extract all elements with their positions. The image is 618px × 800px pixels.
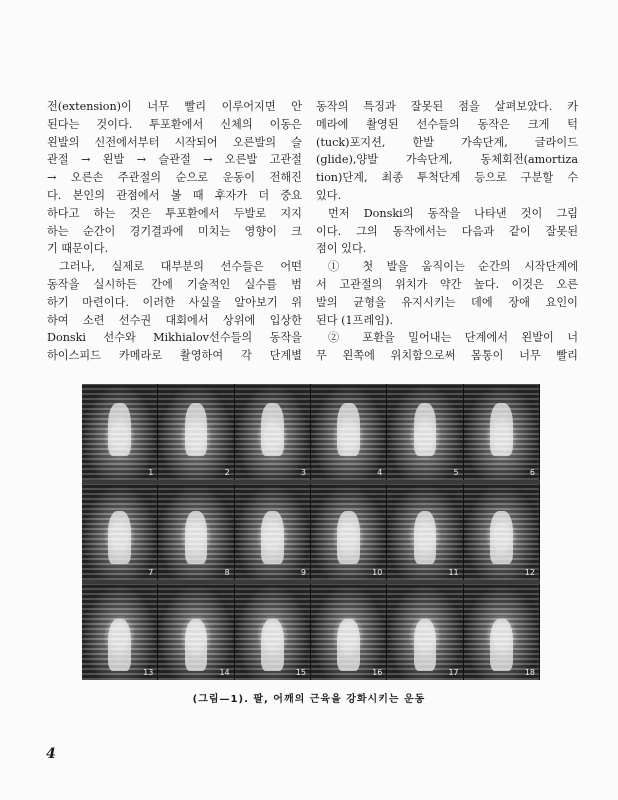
- athlete-figure: [337, 511, 360, 564]
- photo-frame: [82, 384, 158, 480]
- athlete-figure: [185, 403, 208, 456]
- left-text-column: [47, 98, 302, 365]
- text-line: 있다.: [316, 188, 342, 202]
- frame-number: 14: [219, 668, 230, 677]
- photo-frame: [464, 584, 540, 680]
- text-line: 하여 소련 선수권 대회에서 상위에 입상한: [47, 313, 302, 327]
- photo-frame: [311, 484, 387, 580]
- frame-number: 9: [300, 568, 306, 577]
- frame-number: 13: [143, 668, 154, 677]
- athlete-figure: [414, 619, 437, 672]
- frame-number: 15: [295, 668, 306, 677]
- frame-number: 10: [372, 568, 383, 577]
- photo-frame: [82, 484, 158, 580]
- photo-frame: [387, 384, 463, 480]
- frame-number: 8: [224, 568, 230, 577]
- text-line: 무 왼쪽에 위치함으로써 몸통이 너무 빨리: [316, 349, 578, 363]
- athlete-figure: [414, 403, 437, 456]
- photo-frame: [387, 584, 463, 680]
- figure-photo-sequence: [82, 384, 540, 680]
- text-line: 전(extension)이 너무 빨리 이루어지면 안: [47, 100, 302, 113]
- text-line: → 오른손 주관절의 순으로 운동이 전해진: [47, 171, 302, 185]
- athlete-figure: [414, 511, 437, 564]
- athlete-figure: [337, 403, 360, 456]
- photo-frame: [311, 584, 387, 680]
- athlete-figure: [261, 511, 284, 564]
- photo-frame: [464, 484, 540, 580]
- athlete-figure: [261, 619, 284, 672]
- photo-frame: [235, 584, 311, 680]
- photo-frame: [235, 484, 311, 580]
- text-line: 서 고관절의 위치가 약간 높다. 이것은 오른: [316, 277, 578, 291]
- figure-caption: (그림—1). 팔, 어깨의 근육을 강화시키는 운동: [192, 694, 426, 705]
- text-line: (tuck)포지션, 한발 가속단계, 글라이드: [316, 135, 578, 149]
- photo-row-3: [82, 584, 540, 680]
- photo-frame: [158, 584, 234, 680]
- athlete-figure: [185, 511, 208, 564]
- text-line: 기 때문이다.: [47, 242, 109, 256]
- text-line: 이다. 그의 동작에서는 다음과 같이 잘못된: [316, 224, 578, 238]
- frame-number: 7: [148, 568, 154, 577]
- athlete-figure: [490, 403, 513, 456]
- text-line: 동작의 특징과 잘못된 점을 살펴보았다. 카: [316, 100, 578, 113]
- athlete-figure: [108, 403, 131, 456]
- athlete-figure: [108, 511, 131, 564]
- frame-number: 2: [224, 468, 230, 477]
- frame-number: 11: [448, 568, 459, 577]
- photo-frame: [311, 384, 387, 480]
- text-line: 다. 본인의 관점에서 볼 때 후자가 더 중요: [47, 188, 302, 202]
- photo-frame: [464, 384, 540, 480]
- text-line: ① 첫 발을 움직이는 순간의 시작단계에: [328, 260, 578, 274]
- photo-row-2: [82, 484, 540, 580]
- athlete-figure: [490, 511, 513, 564]
- text-line: 된다 (1프레임).: [316, 313, 393, 327]
- page-number: 4: [46, 746, 56, 762]
- athlete-figure: [490, 619, 513, 672]
- text-line: ② 포환을 밀어내는 단계에서 왼발이 너: [328, 331, 578, 345]
- photo-frame: [158, 484, 234, 580]
- athlete-figure: [337, 619, 360, 672]
- text-line: tion)단계, 최종 투척단계 등으로 구분할 수: [316, 171, 578, 185]
- frame-number: 16: [372, 668, 383, 677]
- text-line: 하이스피드 카메라로 촬영하여 각 단계별: [47, 349, 302, 363]
- text-line: 하는 순간이 경기결과에 미치는 영향이 크: [47, 224, 302, 238]
- text-line: (glide),양발 가속단계, 동체회전(amortiza: [316, 153, 578, 167]
- frame-number: 18: [524, 668, 535, 677]
- photo-frame: [158, 384, 234, 480]
- text-line: 발의 균형을 유지시키는 데에 장애 요인이: [316, 295, 578, 309]
- text-line: 점이 있다.: [316, 242, 367, 256]
- text-line: 하기 마련이다. 이러한 사실을 알아보기 위: [47, 295, 302, 309]
- photo-frame: [387, 484, 463, 580]
- text-line: 왼발의 신전에서부터 시작되어 오른발의 슬: [47, 135, 302, 149]
- text-line: 관절 → 왼발 → 슬관절 → 오른발 고관절: [47, 153, 302, 167]
- photo-frame: [82, 584, 158, 680]
- frame-number: 6: [529, 468, 535, 477]
- athlete-figure: [185, 619, 208, 672]
- photo-row-1: [82, 384, 540, 480]
- photo-frame: [235, 384, 311, 480]
- text-line: 된다는 것이다. 투포환에서 신체의 이동은: [47, 117, 302, 131]
- text-line: 그러나, 실제로 대부분의 선수들은 어떤: [59, 260, 302, 274]
- text-line: Donski 선수와 Mikhialov선수들의 동작을: [47, 331, 302, 345]
- athlete-figure: [108, 619, 131, 672]
- text-line: 먼저 Donski의 동작을 나타낸 것이 그림: [328, 206, 578, 220]
- frame-number: 17: [448, 668, 459, 677]
- text-line: 동작을 실시하든 간에 기술적인 실수를 범: [47, 277, 302, 291]
- frame-number: 3: [300, 468, 306, 477]
- frame-number: 12: [524, 568, 535, 577]
- text-line: 메라에 촬영된 선수들의 동작은 크게 턱: [316, 117, 578, 131]
- athlete-figure: [261, 403, 284, 456]
- text-line: 하다고 하는 것은 투포환에서 두발로 지지: [47, 206, 302, 220]
- frame-number: 1: [148, 468, 154, 477]
- frame-number: 5: [453, 468, 459, 477]
- frame-number: 4: [377, 468, 383, 477]
- right-text-column: [316, 98, 578, 365]
